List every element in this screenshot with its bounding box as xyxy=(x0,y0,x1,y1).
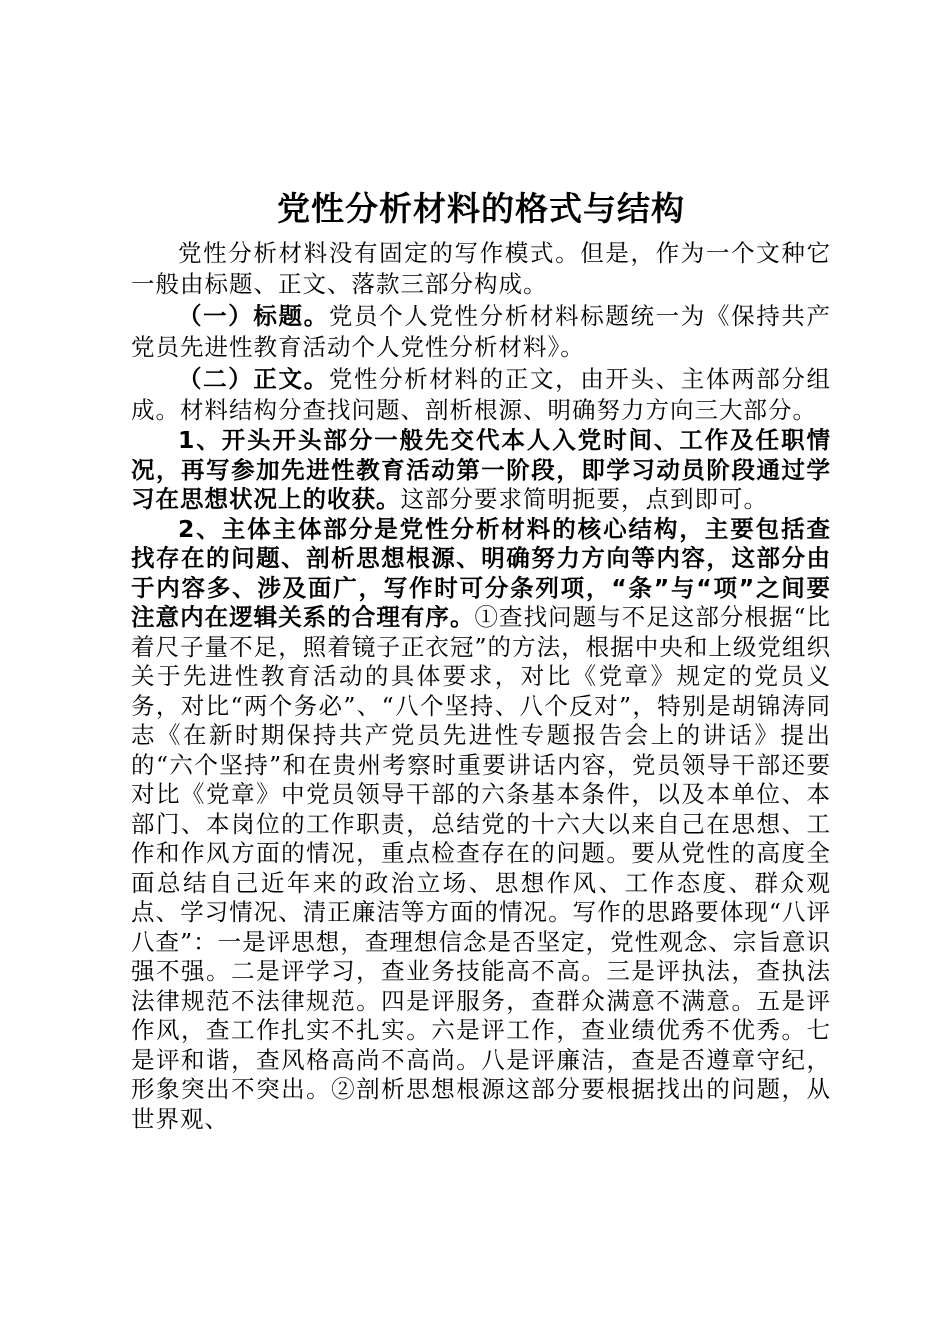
main-body-bold-text: 2、主体主体部分是党性分析材料的核心结构，主要包括查找存在的问题、剖析思想根源、明确努力方向等内容，这部分由于内容多、涉及面广，写作时可分条列项，“条”与“项”之间要注意内在逻辑关系的合理有序。 xyxy=(131,514,831,632)
section-title-paragraph xyxy=(131,301,831,364)
intro-paragraph: 党性分析材料没有固定的写作模式。但是，作为一个文种它一般由标题、正文、落款三部分构成。 xyxy=(131,239,831,299)
opening-bold-text: 1、开头开头部分一般先交代本人入党时间、工作及任职情况，再写参加先进性教育活动第一阶段，即学习动员阶段通过学习在思想状况上的收获。 xyxy=(131,426,831,514)
section-body-paragraph xyxy=(131,364,831,427)
section-body-heading: （二）正文。 xyxy=(178,364,329,393)
document-title: 党性分析材料的格式与结构 xyxy=(277,189,685,228)
section-title-heading: （一）标题。 xyxy=(178,301,329,330)
section-body-text: 党性分析材料的正文，由开头、主体两部分组成。材料结构分查找问题、剖析根源、明确努力方向三大部分。 xyxy=(131,364,832,425)
section-title-text: 党员个人党性分析材料标题统一为《保持共产党员先进性教育活动个人党性分析材料》。 xyxy=(131,301,832,362)
document-page xyxy=(131,180,831,1134)
main-body-text: ①查找问题与不足这部分根据“比着尺子量不足，照着镜子正衣冠”的方法，根据中央和上级党组织关于先进性教育活动的具体要求，对比《党章》规定的党员义务，对比“两个务必”、“八个坚持、八个反对”，特别是胡锦涛同志《在新时期保持共产党员先进性专题报告会上的讲话》提出的“六个坚持”和在贵州考察时重要讲话内容，党员领导干部还要对比《党章》中党员领导干部的六条基本条件，以及本单位、本部门、本岗位的工作职责，总结党的十六大以来自己在思想、工作和作风方面的情况，重点检查存在的问题。要从党性的高度全面总结自己近年来的政治立场、思想作风、工作态度、群众观点、学习情况、清正廉洁等方面的情况。写作的思路要体现“八评八查”：一是评思想，查理想信念是否坚定，党性观念、宗旨意识强不强。二是评学习，查业务技能高不高。三是评执法，查执法法律规范不法律规范。四是评服务，查群众满意不满意。五是评作风，查工作扎实不扎实。六是评工作，查业绩优秀不优秀。七是评和谐，查风格高尚不高尚。八是评廉洁，查是否遵章守纪，形象突出不突出。②剖析思想根源这部分要根据找出的问题，从世界观、 xyxy=(131,603,832,1133)
opening-text: 这部分要求简明扼要，点到即可。 xyxy=(400,485,768,514)
opening-paragraph xyxy=(131,426,831,515)
main-body-paragraph xyxy=(131,515,831,1135)
